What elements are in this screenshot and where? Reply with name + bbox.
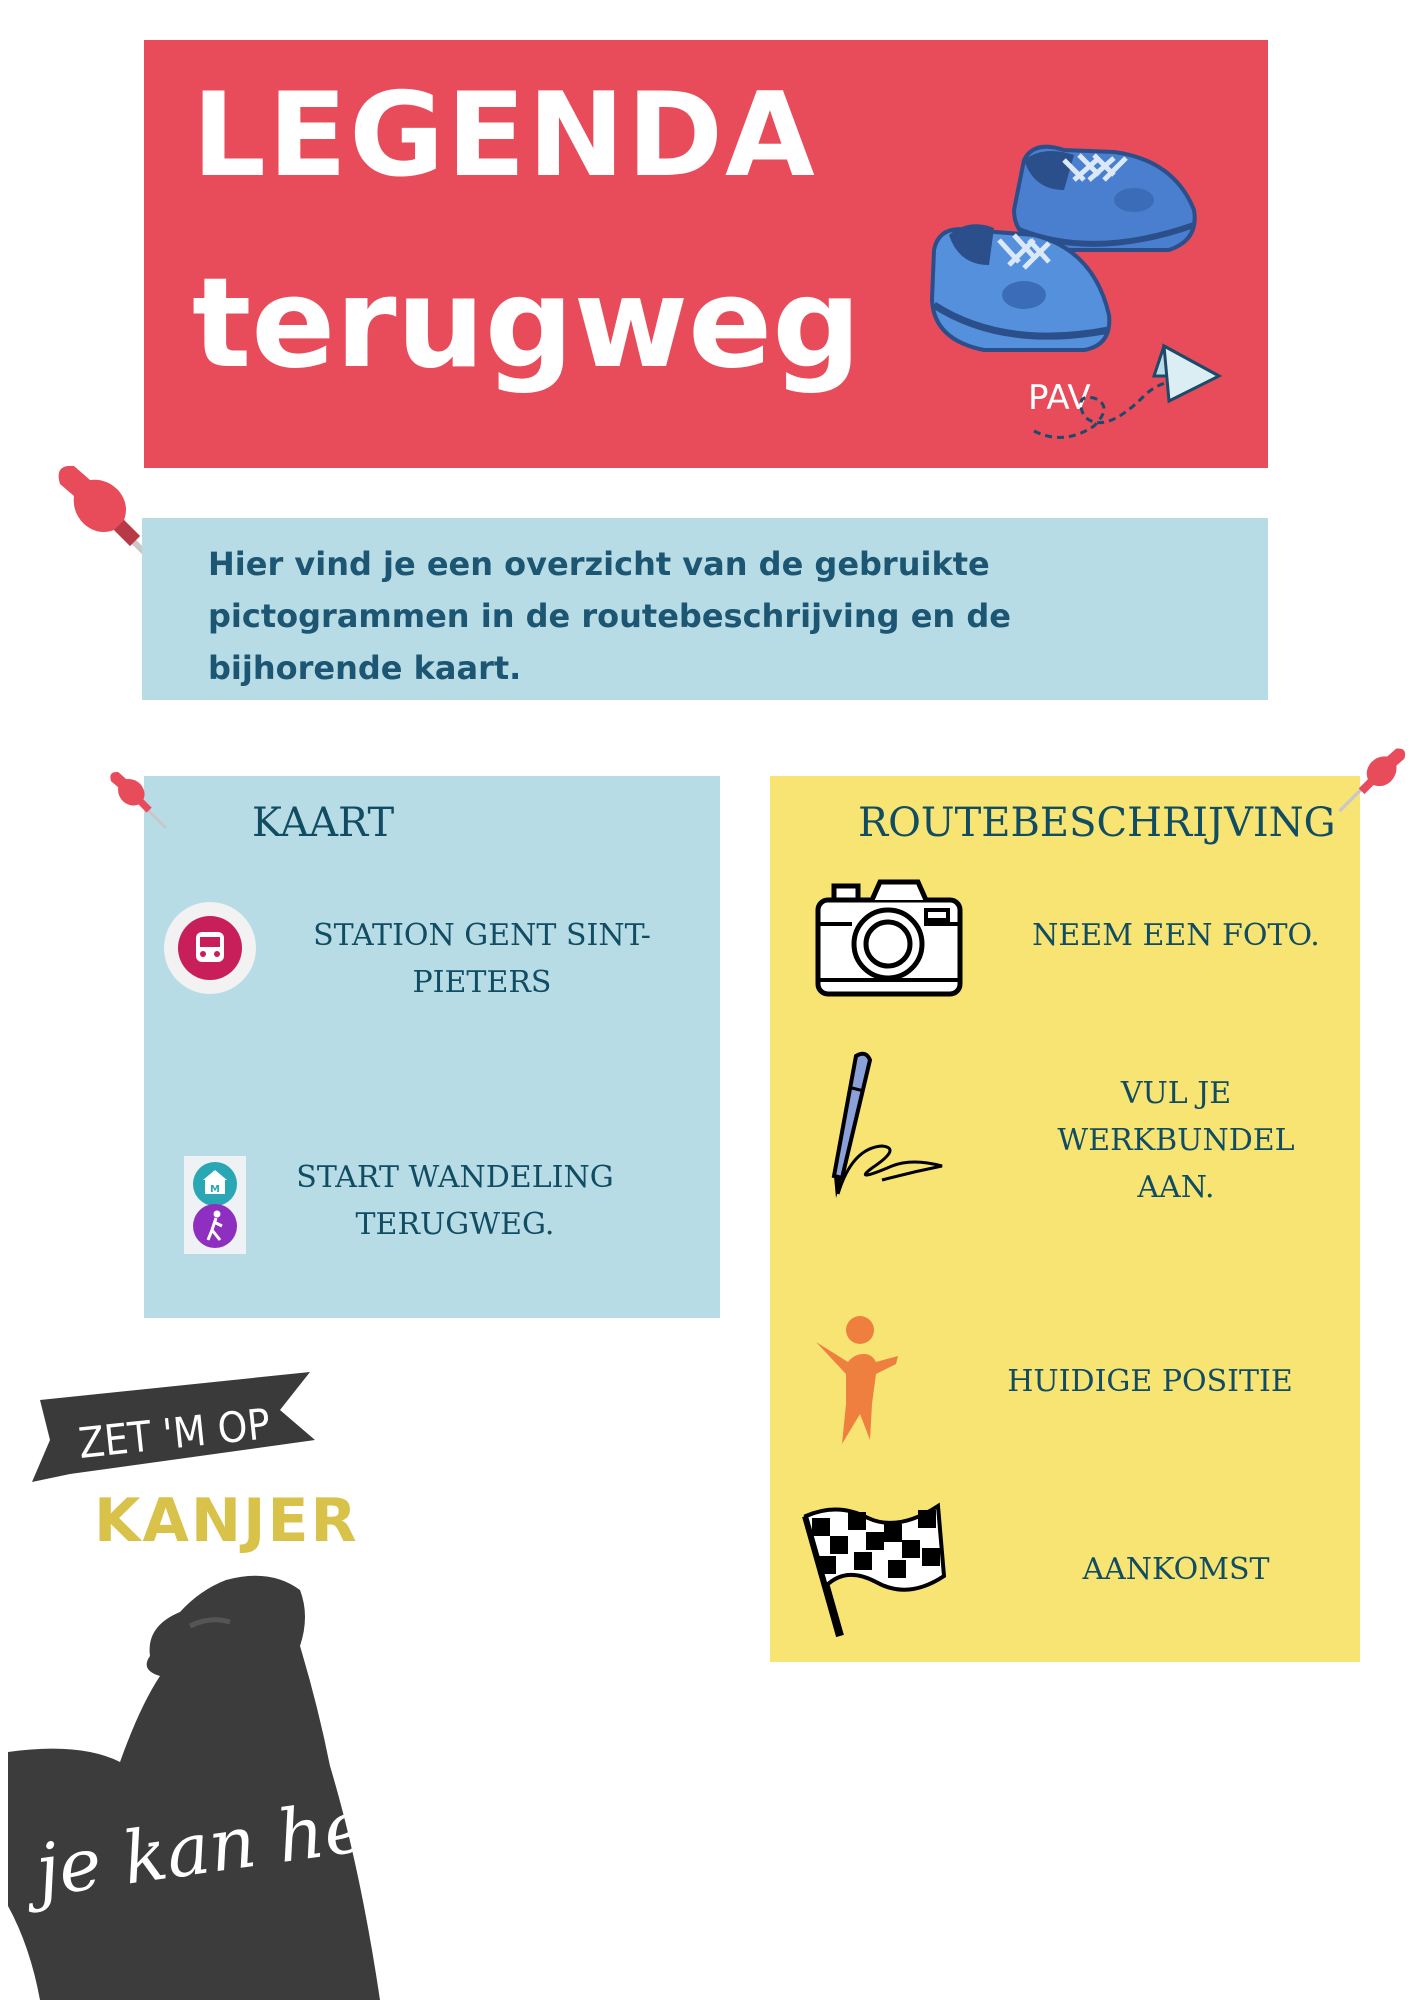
person-position-icon	[812, 1314, 902, 1448]
banner-text: ZET 'M OP	[76, 1399, 273, 1468]
checkered-flag-icon	[798, 1496, 948, 1646]
route-item-label	[1006, 912, 1346, 959]
hiking-start-icon	[184, 1156, 246, 1254]
route-item-label-line: NEEM EEN FOTO.	[1032, 918, 1320, 953]
kanjer-text: KANJER	[94, 1486, 359, 1556]
kaart-item-label-line: STATION GENT SINT-	[313, 918, 651, 953]
route-item-label-line: AAN.	[1137, 1170, 1215, 1205]
pen-icon	[812, 1048, 952, 1208]
svg-text:M: M	[210, 1184, 220, 1195]
route-item-label-line: WERKBUNDEL	[1057, 1123, 1295, 1158]
kaart-item-label	[272, 912, 692, 1006]
route-item-label-line: AANKOMST	[1082, 1552, 1270, 1587]
header-banner	[144, 40, 1268, 468]
paper-plane-icon	[1024, 336, 1224, 446]
kaart-box	[144, 776, 720, 1318]
intro-text: Hier vind je een overzicht van de gebruikte pictogrammen in de routebeschrijving en de bijhorende kaart.	[208, 545, 1011, 687]
title-terugweg: terugweg	[192, 252, 861, 396]
je-kan-het-text: je kan het!	[30, 1775, 430, 1913]
routebeschrijving-box	[770, 776, 1360, 1662]
kaart-item-label-line: PIETERS	[412, 965, 552, 1000]
kaart-item-label-line: TERUGWEG.	[355, 1207, 555, 1242]
kaart-title: KAART	[252, 800, 395, 846]
pushpin-icon	[1336, 744, 1410, 818]
camera-icon	[814, 876, 964, 1000]
train-station-icon	[162, 900, 258, 996]
kaart-item-label	[260, 1154, 650, 1248]
route-item-label-line: HUIDIGE POSITIE	[1007, 1364, 1293, 1399]
intro-box	[142, 518, 1268, 700]
pav-logo-text: PAV	[1028, 378, 1091, 418]
route-item-label	[1006, 1070, 1346, 1211]
title-legenda: LEGENDA	[192, 68, 817, 203]
kaart-item-label-line: START WANDELING	[296, 1160, 614, 1195]
route-item-label	[970, 1358, 1330, 1405]
routebeschrijving-title: ROUTEBESCHRIJVING	[858, 800, 1336, 846]
route-item-label	[1006, 1546, 1346, 1593]
pushpin-icon	[106, 768, 172, 834]
banner-ribbon	[30, 1370, 320, 1490]
flexed-arm-icon	[0, 1566, 430, 2000]
route-item-label-line: VUL JE	[1120, 1076, 1232, 1111]
